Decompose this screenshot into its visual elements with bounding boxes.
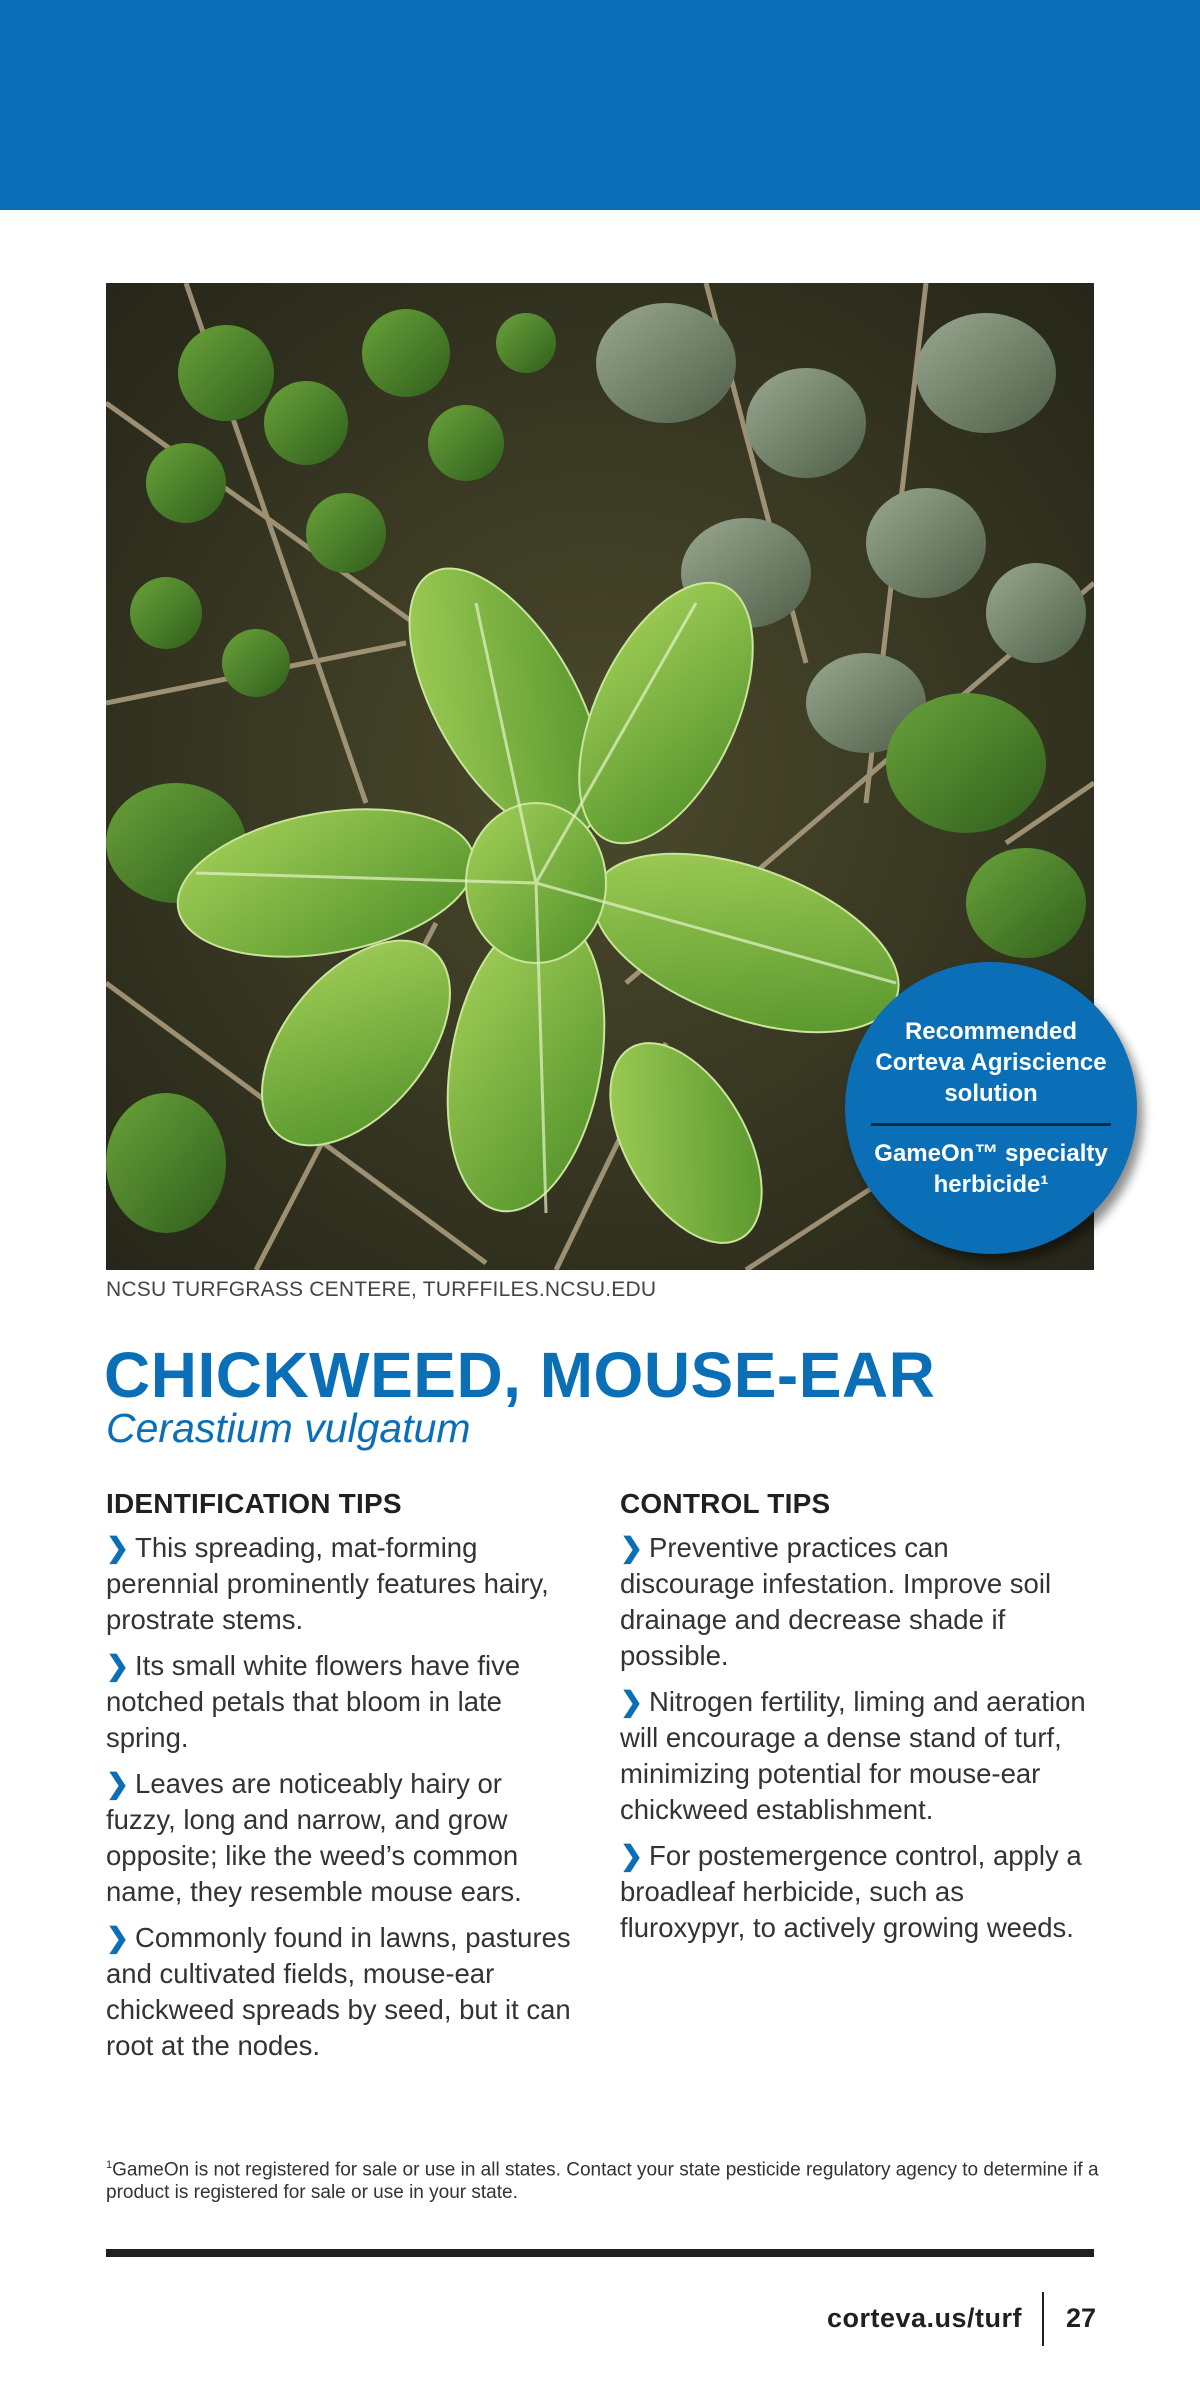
identification-tip-text: Commonly found in lawns, pastures and cultivated fields, mouse-ear chickweed spreads by seed, but it can root at the nodes. bbox=[106, 1922, 571, 2061]
chevron-right-icon: ❯ bbox=[620, 1532, 644, 1563]
chevron-right-icon: ❯ bbox=[106, 1922, 130, 1953]
badge-heading: Recommended Corteva Agriscience solution bbox=[875, 1018, 1107, 1107]
control-tip bbox=[620, 1838, 1090, 1946]
recommended-solution-badge bbox=[845, 962, 1137, 1254]
chevron-right-icon: ❯ bbox=[620, 1840, 644, 1871]
photo-credit: NCSU TURFGRASS CENTERE, TURFFILES.NCSU.EDU bbox=[106, 1278, 657, 1301]
page-title: CHICKWEED, MOUSE-EAR bbox=[104, 1339, 936, 1411]
identification-tip bbox=[106, 1648, 576, 1756]
chevron-right-icon: ❯ bbox=[106, 1650, 130, 1681]
top-header-band bbox=[0, 0, 1200, 210]
footnote-text: GameOn is not registered for sale or use in all states. Contact your state pesticide regulatory agency to determine if a product is registered for sale or use in your state. bbox=[106, 2159, 1099, 2204]
identification-tips-section bbox=[106, 1488, 576, 2074]
chevron-right-icon: ❯ bbox=[106, 1532, 130, 1563]
footer-divider bbox=[106, 2249, 1094, 2257]
footer-separator bbox=[1042, 2292, 1044, 2346]
identification-tip-text: This spreading, mat-forming perennial prominently features hairy, prostrate stems. bbox=[106, 1532, 549, 1635]
badge-product: GameOn™ specialty herbicide¹ bbox=[874, 1140, 1108, 1198]
identification-tip bbox=[106, 1920, 576, 2064]
footer-url[interactable]: corteva.us/turf bbox=[826, 2303, 1022, 2333]
control-heading: CONTROL TIPS bbox=[620, 1488, 831, 1519]
control-tips-section bbox=[620, 1488, 1090, 1956]
badge-divider bbox=[871, 1123, 1111, 1126]
identification-tip bbox=[106, 1530, 576, 1638]
identification-tip-text: Its small white flowers have five notched petals that bloom in late spring. bbox=[106, 1650, 521, 1753]
footnote bbox=[106, 2154, 1106, 2204]
control-tip-text: Nitrogen fertility, liming and aeration will encourage a dense stand of turf, minimizing potential for mouse-ear chickweed establishment. bbox=[620, 1686, 1086, 1825]
control-tip bbox=[620, 1684, 1090, 1828]
identification-tip bbox=[106, 1766, 576, 1910]
identification-heading: IDENTIFICATION TIPS bbox=[106, 1488, 402, 1519]
identification-tip-text: Leaves are noticeably hairy or fuzzy, long and narrow, and grow opposite; like the weed’s common name, they resemble mouse ears. bbox=[106, 1768, 522, 1907]
page-number: 27 bbox=[1066, 2303, 1097, 2333]
control-tip bbox=[620, 1530, 1090, 1674]
scientific-name: Cerastium vulgatum bbox=[106, 1405, 471, 1451]
chevron-right-icon: ❯ bbox=[106, 1768, 130, 1799]
control-tip-text: Preventive practices can discourage infestation. Improve soil drainage and decrease shade if possible. bbox=[620, 1532, 1052, 1671]
footnote-marker: 1 bbox=[106, 2159, 113, 2171]
chevron-right-icon: ❯ bbox=[620, 1686, 644, 1717]
control-tip-text: For postemergence control, apply a broadleaf herbicide, such as fluroxypyr, to actively growing weeds. bbox=[620, 1840, 1082, 1943]
